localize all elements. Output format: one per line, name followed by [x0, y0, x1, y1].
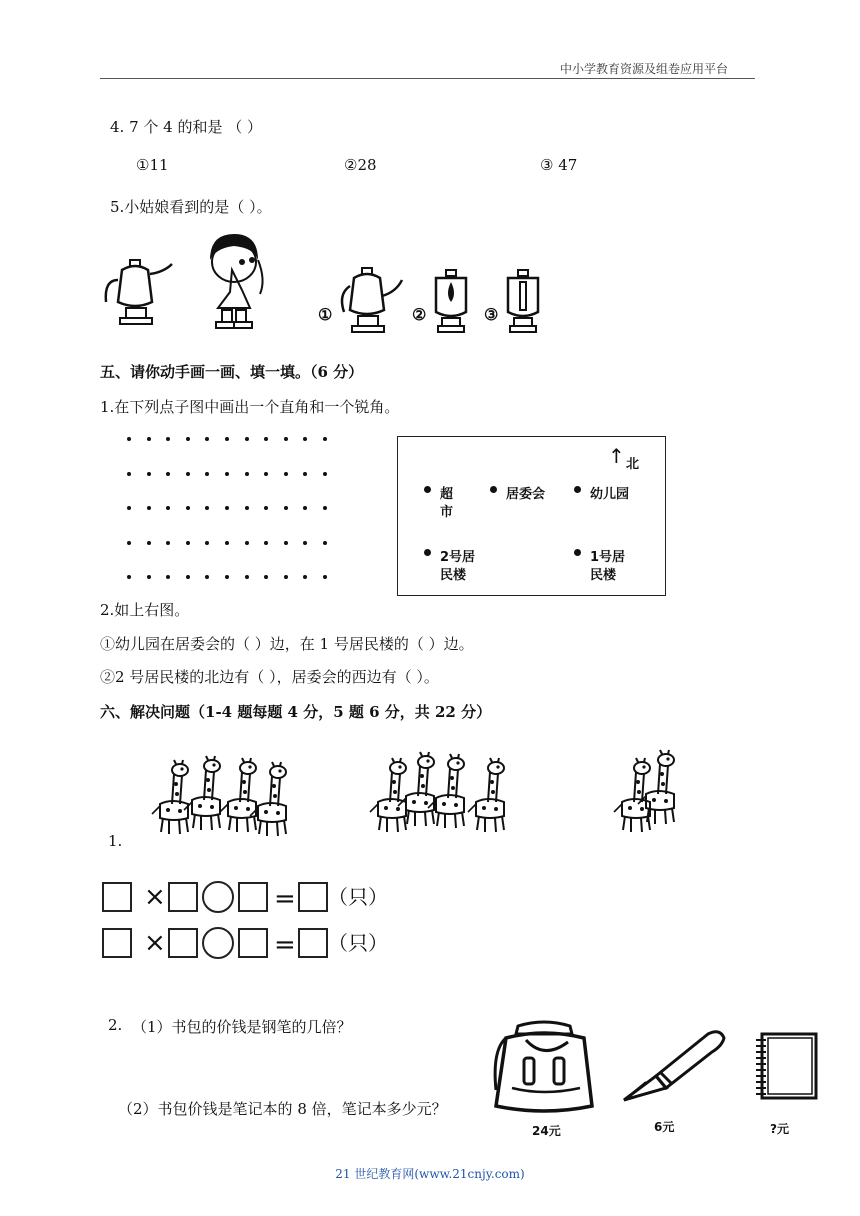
- supermarket-label-2: 市: [440, 505, 454, 520]
- equals-sign: =: [274, 930, 296, 960]
- grid-dot: [323, 575, 327, 579]
- grid-dot: [284, 437, 288, 441]
- grid-dot: [245, 437, 249, 441]
- committee-dot: [490, 486, 497, 493]
- section-6-title: 六、解决问题（1-4 题每题 4 分，5 题 6 分，共 22 分）: [100, 703, 492, 721]
- unit-label: （只）: [328, 931, 388, 955]
- grid-dot: [205, 541, 209, 545]
- north-arrow-icon: ↑: [608, 444, 625, 468]
- grid-dot: [166, 541, 170, 545]
- building2-label-2: 民楼: [440, 568, 467, 583]
- committee-label: 居委会: [506, 487, 546, 502]
- grid-dot: [225, 541, 229, 545]
- equals-sign: =: [274, 884, 296, 914]
- footer-text: 21 世纪教育网(www.21cnjy.com): [335, 1167, 525, 1181]
- q4-option-1: ①11: [136, 156, 169, 174]
- grid-dot: [264, 575, 268, 579]
- section-5-q2: 2.如上右图。: [100, 601, 190, 619]
- q5-option-2-mark: ②: [412, 305, 427, 324]
- grid-dot: [186, 472, 190, 476]
- grid-dot: [225, 437, 229, 441]
- price-notebook: ?元: [770, 1122, 789, 1136]
- grid-dot: [245, 575, 249, 579]
- giraffe-icon: [152, 760, 188, 834]
- giraffe-icon: [184, 756, 220, 830]
- grid-dot: [303, 575, 307, 579]
- building1-dot: [574, 549, 581, 556]
- grid-dot: [264, 506, 268, 510]
- q5-option-1-mark: ①: [318, 305, 333, 324]
- q5-stem: 5.小姑娘看到的是（ ）。: [110, 198, 272, 216]
- price-bag: 24元: [532, 1124, 561, 1138]
- grid-dot: [147, 506, 151, 510]
- grid-dot: [205, 506, 209, 510]
- supermarket-dot: [424, 486, 431, 493]
- grid-dot: [323, 437, 327, 441]
- grid-dot: [323, 506, 327, 510]
- giraffe-icon: [220, 758, 256, 832]
- giraffe-group-3: [606, 748, 676, 832]
- answer-box[interactable]: [168, 882, 198, 912]
- grid-dot: [284, 506, 288, 510]
- grid-dot: [303, 437, 307, 441]
- grid-dot: [303, 506, 307, 510]
- operator-circle[interactable]: [202, 927, 234, 959]
- north-label: 北: [626, 457, 640, 472]
- kindergarten-dot: [574, 486, 581, 493]
- grid-dot: [147, 575, 151, 579]
- grid-dot: [225, 472, 229, 476]
- grid-dot: [166, 575, 170, 579]
- grid-dot: [186, 541, 190, 545]
- section-5-q1: 1.在下列点子图中画出一个直角和一个锐角。: [100, 398, 400, 416]
- grid-dot: [225, 575, 229, 579]
- grid-dot: [225, 506, 229, 510]
- grid-dot: [147, 541, 151, 545]
- answer-box[interactable]: [102, 928, 132, 958]
- grid-dot: [147, 472, 151, 476]
- answer-box[interactable]: [238, 882, 268, 912]
- header-platform: 中小学教育资源及组卷应用平台: [560, 62, 729, 76]
- grid-dot: [323, 541, 327, 545]
- grid-dot: [186, 575, 190, 579]
- answer-box[interactable]: [298, 928, 328, 958]
- section-5-q2a: ①幼儿园在居委会的（ ）边，在 1 号居民楼的（ ）边。: [100, 635, 474, 653]
- grid-dot: [323, 472, 327, 476]
- giraffe-icon: [468, 758, 504, 832]
- grid-dot: [284, 541, 288, 545]
- section-6-q1-number: 1.: [108, 832, 123, 850]
- equation-row-1: [102, 880, 402, 914]
- section-5-title: 五、请你动手画一画、填一填。（6 分）: [100, 363, 364, 381]
- grid-dot: [284, 575, 288, 579]
- q4-stem: 4. 7 个 4 的和是 （ ）: [110, 118, 263, 136]
- schoolbag-illustration: [488, 1020, 600, 1116]
- grid-dot: [166, 506, 170, 510]
- grid-dot: [245, 506, 249, 510]
- answer-box[interactable]: [298, 882, 328, 912]
- supermarket-label-1: 超: [440, 487, 454, 502]
- q5-option-3-mark: ③: [484, 305, 499, 324]
- grid-dot: [186, 437, 190, 441]
- grid-dot: [205, 575, 209, 579]
- kindergarten-label: 幼儿园: [590, 487, 630, 502]
- times-sign: ×: [144, 928, 166, 958]
- fountain-pen-illustration: [620, 1026, 726, 1102]
- grid-dot: [186, 506, 190, 510]
- grid-dot: [303, 472, 307, 476]
- section-6-q2b: （2）书包价钱是笔记本的 8 倍，笔记本多少元？: [118, 1100, 447, 1118]
- equation-row-2: [102, 926, 402, 960]
- q4-option-2: ②28: [344, 156, 377, 174]
- giraffe-group-1: [140, 752, 300, 836]
- grid-dot: [264, 472, 268, 476]
- grid-dot: [127, 506, 131, 510]
- building1-label-2: 民楼: [590, 568, 617, 583]
- section-6-q2-number: 2.: [108, 1016, 123, 1034]
- building2-dot: [424, 549, 431, 556]
- answer-box[interactable]: [168, 928, 198, 958]
- map-box: [397, 436, 666, 596]
- grid-dot: [264, 437, 268, 441]
- grid-dot: [264, 541, 268, 545]
- grid-dot: [303, 541, 307, 545]
- grid-dot: [284, 472, 288, 476]
- grid-dot: [245, 472, 249, 476]
- section-6-q2a: （1）书包的价钱是钢笔的几倍？: [132, 1018, 352, 1036]
- grid-dot: [245, 541, 249, 545]
- building2-label-1: 2号居: [440, 550, 476, 565]
- price-pen: 6元: [654, 1120, 675, 1134]
- operator-circle[interactable]: [202, 881, 234, 913]
- grid-dot: [127, 541, 131, 545]
- grid-dot: [147, 437, 151, 441]
- building1-label-1: 1号居: [590, 550, 626, 565]
- q4-option-3: ③ 47: [540, 156, 578, 174]
- grid-dot: [205, 472, 209, 476]
- answer-box[interactable]: [102, 882, 132, 912]
- grid-dot: [166, 472, 170, 476]
- giraffe-icon: [370, 758, 406, 832]
- unit-label: （只）: [328, 885, 388, 909]
- grid-dot: [205, 437, 209, 441]
- answer-box[interactable]: [238, 928, 268, 958]
- grid-dot: [127, 472, 131, 476]
- giraffe-group-2: [362, 748, 522, 832]
- grid-dot: [127, 575, 131, 579]
- notebook-illustration: [754, 1032, 820, 1102]
- section-5-q2b: ②2 号居民楼的北边有（ ），居委会的西边有（ ）。: [100, 668, 439, 686]
- times-sign: ×: [144, 882, 166, 912]
- giraffe-icon: [614, 758, 650, 832]
- grid-dot: [166, 437, 170, 441]
- grid-dot: [127, 437, 131, 441]
